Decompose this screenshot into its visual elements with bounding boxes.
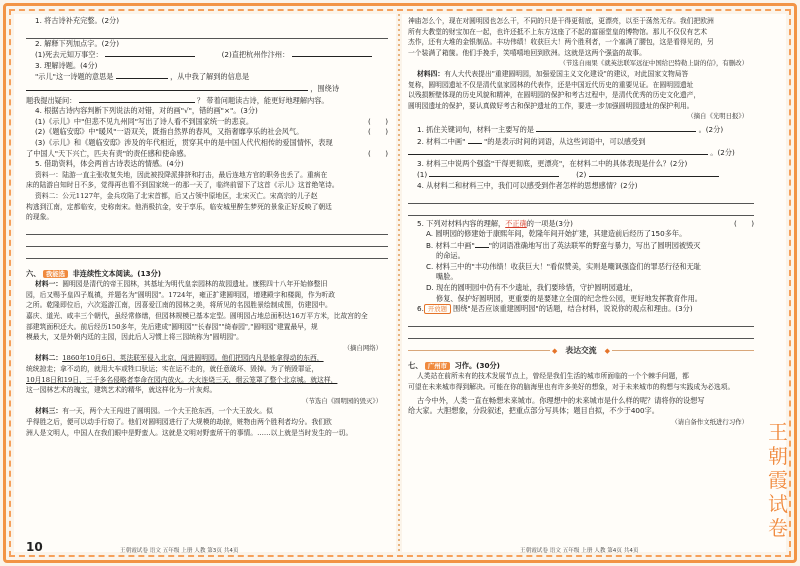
score: 。(2分) [698, 124, 724, 134]
brand-char: 霞 [768, 468, 788, 492]
question-text: 题我提出疑问： [26, 95, 77, 105]
brand-char: 王 [768, 420, 788, 444]
source-note: （节选自《圆明园的毁灭》） [302, 396, 382, 405]
question-5: 5. 下列对材料内容的理解， [417, 218, 506, 228]
question-6: 围绕"是否应该重建圆明园"的话题，结合材料，说说你的观点和理由。(3分) [453, 304, 693, 314]
sub-answer-label: (1) [417, 170, 428, 180]
emphasis: 不正确 [505, 218, 527, 228]
option-d[interactable]: D. 现在的圆明园中仍有不少遗址，我们要珍惜，守护圆明园遗址， [426, 283, 638, 293]
material-text: 模最大，又是外朝内廷的主园，因此后人习惯上将三园统称为"圆明园"。 [26, 333, 243, 342]
material-text: 所有大教堂的财宝加在一起，也许还抵不上东方这座了不起的富丽堂皇的博物馆。那儿不仅仅有艺术 [408, 27, 708, 36]
answer-line[interactable] [408, 327, 754, 339]
material-text: 圆明园遗址的保护，要认真做好考古和保护遗址的工作，要进一步加强圆明园遗址的保护利用。 [408, 101, 694, 110]
section-tag: 广州市 [425, 362, 450, 370]
option-b-text: "的词语准确地写出了英法联军的野蛮与暴力，写出了圆明园被毁灭 [488, 240, 701, 250]
material-label: 资料一： [35, 170, 63, 179]
prompt-text: 人类站在前所未有的技术发展节点上，曾经是我们生活的城市所面临的一个个棘手问题，都 [417, 372, 689, 381]
question-2: 2. 材料二中画" [417, 136, 466, 146]
brand-logo [762, 420, 794, 540]
material-label: 材料三： [35, 407, 63, 416]
material-text: 的现象。 [26, 213, 54, 222]
judgement-item: (3)《示儿》和《题临安邸》涉及的年代相近，贯穿其中的是中国人代代相传的爱国情怀，表现 [35, 137, 333, 147]
source-note: （摘自网络） [343, 343, 382, 352]
answer-blank[interactable] [105, 49, 195, 57]
answer-blank[interactable] [292, 49, 372, 57]
brand-char: 试 [768, 492, 788, 516]
page-number: 10 [26, 540, 43, 554]
option-a[interactable]: A. 圆明园的修建始于康熙年间，乾隆年间开始扩建，其建造前后经历了150多年。 [426, 229, 687, 239]
answer-box[interactable]: ( ) [734, 218, 754, 228]
question-2-text: "的是表示时间的词语，从这些词语中，可以感受到 [483, 136, 646, 146]
option-c[interactable]: C. 材料三中的"丰功伟绩！收获巨大！"看似赞美，实则是嘲讽强盗们的罪恶行径和无耻 [426, 261, 701, 271]
answer-blank[interactable] [589, 169, 719, 177]
material-text: 构逃到江南，定都临安，史称南宋。他消极抗金，安于享乐，临安城里醉生梦死的景象正好反映了朝廷 [26, 202, 332, 211]
answer-blank[interactable] [429, 169, 559, 177]
material-text: 神庙怎么个，现在对圆明园也怎么干，不同的只是干得更彻底，更漂亮，以至于荡然无存。我们把欧洲 [408, 17, 714, 25]
question-text: ，围绕诗 [310, 83, 340, 93]
material-text: 园，后又赐予皇四子胤禛，并题名为"圆明园"。1724年，雍正扩建圆明园，增建殿宇和楼阁，作为听政 [26, 290, 336, 299]
question-4-1: 1. 将古诗补充完整。(2分) [35, 16, 120, 25]
material-label: 材料二： [35, 354, 63, 363]
question-4-3: 3. 理解诗题。(4分) [35, 60, 98, 70]
right-column: 神庙怎么个，现在对圆明园也怎么干，不同的只是干得更彻底，更漂亮，以至于荡然无存。我们把欧洲 所有大教堂的财宝加在一起，也许还抵不上东方这座了不起的富丽堂皇的博物馆。那儿不仅仅有艺术 杰作，还有大堆的金银制品。丰功伟绩！收获巨大！两个胜利者，一个塞满了腰包，这是看得见的，另 一个装满了箱箧。他们手挽手，笑嘻嘻地回到欧洲。这就是这两个强盗的故事。 （节选自雨果《就英法联军远征中国给巴特勒上尉的信》，有删改） 材料四：有人大代表提出"重建圆明园，加强爱国主义文化建设"的建议，对此国家文物局答 复称，圆明园遗址不仅是清代皇家园林的代表作，还是中国近代历史的重要见证。在圆明园遗址 以残损断壁体现的历史风貌和精神，在圆明园的保护和考古过程中，是清代优秀的历史文化遗产， 圆明园遗址的保护，要认真做好考古和保护遗址的工作，要进一步加强圆明园遗址的保护利用。 （摘自《光明日报》） 1. 抓住关键词句，材料一主要写的是 。(2分) 2. 材料二中画" "的是表示时间的词语，从这些词语中，可以感受到 。(2分) 3. 材料三中说两个强盗"干得更彻底，更漂亮"，在材料二中的具体表现是什么？(2分) (1) (2) 4. 从材料二和材料三中，我们可以感受到作者怎样的思想感情？(2分) 5. 下列对材料内容的理解，不正确的一项是(3分) ( ) A. 圆明园的修建始于康熙年间，乾隆年间开始扩建，其建造前后经历了150多年。 B. 材料二中画" "的词语准确地写出了英法联军的野蛮与暴力，写出了圆明园被毁灭 的命运。 C. 材料三中的"丰功伟绩！收获巨大！"看似赞美，实则是嘲讽强盗们的罪恶行径和无耻 嘴脸。 D. 现在的圆明园中仍有不少遗址，我们要珍惜，守护圆明园遗址， 修复、保护好圆明园，更重要的是要建立全面的纪念性公园，更好地发挥教育作用。 6. 开放题 围绕"是否应该重建圆明园"的话题，结合材料，说说你的观点和理由。(3分) ◆ 表达交流 ◆ 七、 广州市 习作。(30分) 人类站在前所未有的技术发展节点上，曾经是我们生活的城市所面临的一个个棘手问题，都 可望在未来城市得到解决。可能在你的脑海里也有许多美好的想象，对于未来城市的构想与实践成为必选项。 古今中外，人类一直在畅想未来城市。你理想中的未来城市是什么样的呢？请将你的设想写 给大家。大胆想象，分段叙述，把重点部分写具体；题目自拟，不少于400字。 （请自备作文纸进行习作） [408, 17, 754, 426]
answer-blank[interactable] [536, 124, 696, 132]
material-label: 材料四： [417, 69, 445, 78]
sub-answer-label: (2) [576, 170, 587, 180]
brand-char: 卷 [768, 516, 788, 540]
answer-blank[interactable] [116, 71, 168, 79]
question-4-5: 5. 借助资料，体会两首古诗表达的情感。(4分) [35, 159, 184, 169]
section-title: 非连续性文本阅读。(13分) [72, 268, 162, 278]
score: 。(2分) [710, 148, 735, 158]
material-text: 嘉庆、道光、咸丰三个朝代，虽经常修缮，但园林规模已基本定型。圆明园占地总面积达16万平方米，比故宫的全 [26, 312, 368, 321]
left-footer: 王朝霞试卷 语文 五年级 上册 人教 第3页 共4页 [120, 548, 239, 554]
question-5-text: 的一项是(3分) [526, 218, 573, 228]
material-text: 圆明园是清代的帝王园林，其基址为明代皇亲园林的故园遗址。康熙四十八年开始修整旧 [62, 280, 328, 289]
material-text: 陆游一直主张收复失地，因此被投降派排挤和打击，最后连地方官的职务也丢了。重病在 [62, 170, 328, 179]
material-text: 床的陆游自知时日不多，觉得再也看不到国家统一的那一天了，临终前留下了这首《示儿》这首绝笔诗。 [26, 181, 339, 190]
question-4-4: 4. 根据古诗内容判断下列说法的对错，对的画"√"，错的画"×"。(3分) [35, 106, 258, 116]
question-4: 4. 从材料二和材料三中，我们可以感受到作者怎样的思想感情？(2分) [417, 180, 638, 190]
question-text: ？ 带着问题读古诗，能更好地理解内容。 [196, 95, 329, 105]
answer-blank[interactable] [408, 147, 708, 155]
source-note: （摘自《光明日报》） [687, 112, 748, 121]
material-text: 有一天，两个大王闯进了圆明园。一个大王抢东西，一个大王放火。似 [62, 407, 273, 416]
right-footer: 王朝霞试卷 语文 五年级 上册 人教 第4页 共4页 [520, 548, 639, 554]
answer-blank[interactable] [468, 136, 482, 144]
section-title: 习作。(30分) [454, 360, 500, 370]
answer-line[interactable] [408, 192, 754, 204]
judgement-item: (1)《示儿》中"但悲不见九州同"写出了诗人看不到国家统一的悲哀。 [35, 116, 254, 126]
option-d-text: 修复、保护好圆明园，更重要的是要建立全面的纪念性公园，更好地发挥教育作用。 [436, 293, 702, 303]
material-text: 有人大代表提出"重建圆明园，加强爱国主义文化建设"的建议，对此国家文物局答 [444, 69, 689, 78]
material-text: 1860年10月6日，英法联军侵入北京，闯进圆明园。他们把园内凡是能拿得动的东西， [62, 354, 324, 363]
question-4-2: 2. 解释下列加点字。(2分) [35, 38, 120, 48]
material-text: 一个装满了箱箧。他们手挽手，笑嘻嘻地回到欧洲。这就是这两个强盗的故事。 [408, 48, 646, 57]
sub-question: (1)死去元知万事空： [35, 50, 103, 60]
prompt-text: 古今中外，人类一直在畅想未来城市。你理想中的未来城市是什么样的呢？请将你的设想写 [417, 395, 705, 405]
judge-box[interactable]: ( ) [368, 148, 388, 158]
material-text: 部建筑面积还大。前后经历150多年，先后建成"圆明园""长春园""绮春园","圆明园"建置最早，规 [26, 322, 318, 331]
source-note: （请自备作文纸进行习作） [671, 417, 748, 426]
judge-box[interactable]: ( ) [368, 127, 388, 137]
judgement-item: 了中国人"天下兴亡，匹夫有责"的责任感和使命感。 [26, 148, 191, 158]
section-heading: 表达交流 [565, 345, 597, 355]
material-text: 10月18日和19日，三千多名侵略者奉命在园内放火。大火连烧三天，烟云笼罩了整个北京城。就这样， [26, 375, 338, 384]
option-c-text: 嘴脸。 [436, 272, 458, 282]
option-b[interactable]: B. 材料二中画" [426, 240, 475, 250]
answer-line[interactable] [408, 315, 754, 327]
question-1: 1. 抓住关键词句，材料一主要写的是 [417, 124, 534, 134]
judgement-item: (2)《题临安邸》中"暖风"一语双关，既指自然界的春风，又指奢靡享乐的社会风气。 [35, 127, 304, 137]
material-text: 这一园林艺术的瑰宝，建筑艺术的精华，就这样化为一片灰烬。 [26, 386, 217, 395]
section-number: 六、 [26, 268, 41, 278]
section-tag: 我能选 [43, 270, 68, 278]
answer-line[interactable] [26, 247, 388, 259]
material-text: 公元1127年，金兵攻陷了北宋首都，后又占领中原地区，北宋灭亡。宋高宗的儿子赵 [62, 191, 318, 200]
material-text: 之所。乾隆即位后，六次巡游江南，因喜爱江南的园林之美，将所见的名园胜景绘制成图，仿建园中。 [26, 301, 332, 310]
blank-mark [475, 240, 489, 248]
material-text: 杰作，还有大堆的金银制品。丰功伟绩！收获巨大！两个胜利者，一个塞满了腰包，这是看得见的，另 [408, 38, 714, 47]
question-tag: 开放题 [424, 304, 451, 314]
material-text: 统统掠走；拿不动的，就用大车或牲口驮运；实在运不走的，就任意破坏、毁掉。为了销毁罪证， [26, 365, 319, 374]
prompt-text: 给大家。大胆想象，分段叙述，把重点部分写具体；题目自拟，不少于400字。 [408, 406, 659, 416]
prompt-text: 可望在未来城市得到解决。可能在你的脑海里也有许多美好的想象，对于未来城市的构想与实践成为必选项。 [408, 383, 735, 392]
answer-line[interactable] [408, 204, 754, 216]
answer-line[interactable] [26, 223, 388, 235]
section-number: 七、 [408, 360, 423, 370]
judge-box[interactable]: ( ) [368, 116, 388, 126]
material-text: 洲人是文明人，中国人在我们眼中是野蛮人。这就是文明对野蛮所干的事情。……以上就是当时发生的一切。 [26, 428, 353, 437]
source-note: （节选自雨果《就英法联军远征中国给巴特勒上尉的信》，有删改） [559, 59, 748, 68]
brand-char: 朝 [768, 444, 788, 468]
left-column [26, 16, 388, 438]
page-fold [398, 14, 400, 552]
material-label: 材料一： [35, 280, 63, 289]
material-text: 以残损断壁体现的历史风貌和精神，在圆明园的保护和考古过程中，是清代优秀的历史文化遗产， [408, 91, 701, 100]
question-text: "示儿"这一诗题的意思是 [35, 72, 114, 82]
material-label: 资料二： [35, 191, 63, 200]
material-text: 复称，圆明园遗址不仅是清代皇家园林的代表作，还是中国近代历史的重要见证。在圆明园遗址 [408, 80, 694, 89]
question-text: ，从中我了解到的信息是 [170, 72, 250, 82]
option-b-text: 的命运。 [436, 251, 465, 261]
material-text: 乎得胜之后，便可以动手行窃了。他们对圆明园进行了大规模的劫掠，赃物由两个胜利者均分。我们欧 [26, 418, 332, 426]
sub-question: (2)直把杭州作汴州： [221, 50, 290, 60]
answer-blank[interactable] [79, 95, 195, 103]
section-divider: ◆ 表达交流 ◆ [408, 345, 754, 357]
answer-line[interactable] [26, 235, 388, 247]
question-3: 3. 材料三中说两个强盗"干得更彻底，更漂亮"，在材料二中的具体表现是什么？(2分) [417, 158, 688, 168]
answer-line[interactable] [26, 27, 388, 39]
answer-blank[interactable] [26, 83, 308, 91]
